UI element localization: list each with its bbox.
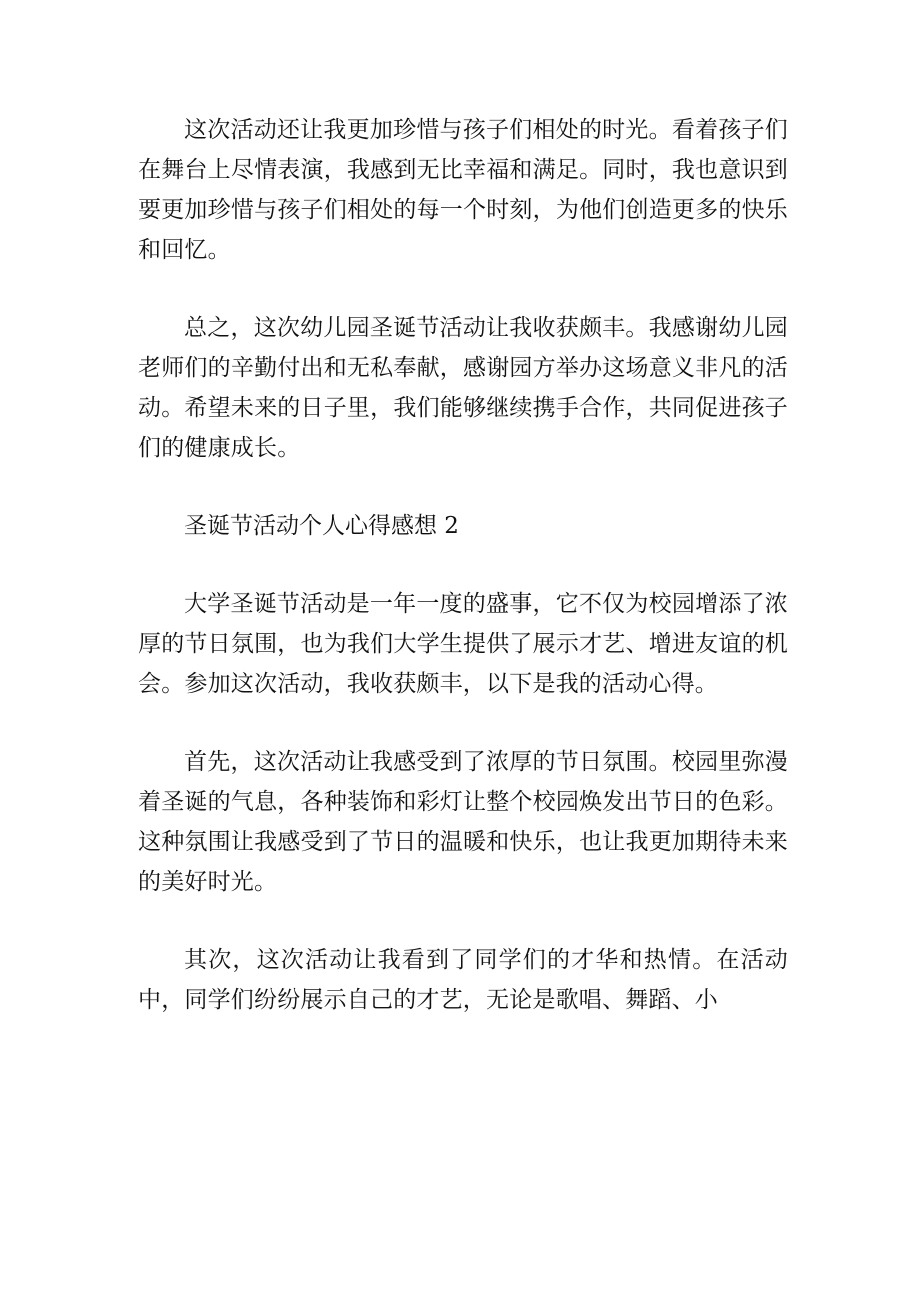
paragraph-summary: 总之，这次幼儿园圣诞节活动让我收获颇丰。我感谢幼儿园老师们的辛勤付出和无私奉献，感谢园方举办这场意义非凡的活动。希望未来的日子里，我们能够继续携手合作，共同促进孩子们的健康成长。 — [138, 315, 788, 461]
paragraph-festive-atmosphere: 首先，这次活动让我感受到了浓厚的节日氛围。校园里弥漫着圣诞的气息，各种装饰和彩灯让整个校园焕发出节日的色彩。这种氛围让我感受到了节日的温暖和快乐，也让我更加期待未来的美好时光。 — [138, 749, 788, 895]
paragraph-university-event: 大学圣诞节活动是一年一度的盛事，它不仅为校园增添了浓厚的节日氛围，也为我们大学生提供了展示才艺、增进友谊的机会。参加这次活动，我收获颇丰，以下是我的活动心得。 — [138, 591, 788, 697]
document-body — [138, 110, 788, 1020]
paragraph-cherish-time: 这次活动还让我更加珍惜与孩子们相处的时光。看着孩子们在舞台上尽情表演，我感到无比幸福和满足。同时，我也意识到要更加珍惜与孩子们相处的每一个时刻，为他们创造更多的快乐和回忆。 — [138, 117, 788, 263]
section-heading: 圣诞节活动个人心得感想 2 — [184, 513, 459, 539]
paragraph-classmates-talent: 其次，这次活动让我看到了同学们的才华和热情。在活动中，同学们纷纷展示自己的才艺，无论是歌唱、舞蹈、小 — [138, 947, 788, 1013]
